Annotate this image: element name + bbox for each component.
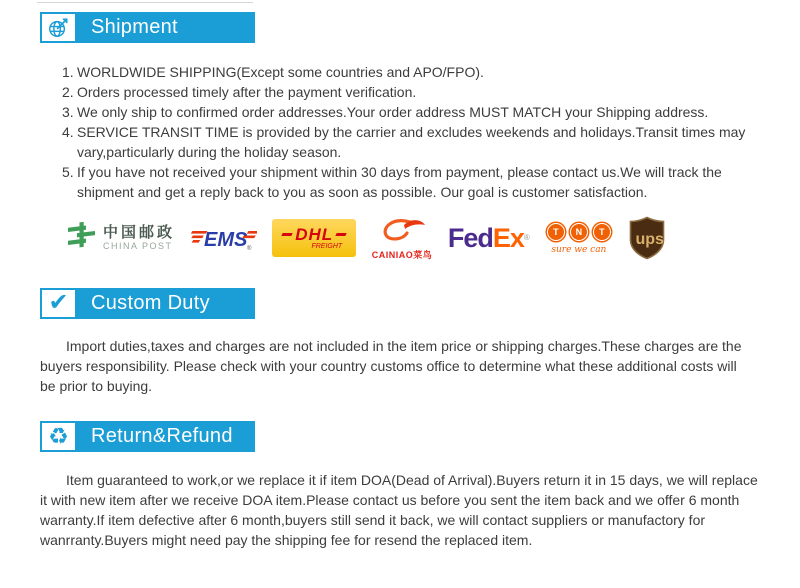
fedex-fed-label: Fed [447,222,493,253]
list-item-text: WORLDWIDE SHIPPING(Except some countries and APO/FPO). [77,64,484,80]
tnt-slogan: sure we can [551,244,607,255]
ems-label: EMS [203,229,247,251]
carrier-logo-fedex [447,222,530,253]
china-post-emblem-icon [66,219,98,258]
checkmark-icon: ✔ [42,290,75,317]
list-item-text: vary,particularly during the holiday season. [77,144,342,160]
tnt-circles-icon [545,222,612,243]
globe-arrow-icon [42,14,75,41]
china-post-cn-label: 中国邮政 [103,224,176,241]
paragraph-line: wanrranty.Buyers might need pay the shipping fee for resend the replaced item. [40,532,533,548]
carrier-logo-ems [191,223,257,253]
china-post-en-label: CHINA POST [103,241,173,251]
list-item-number: 3. [62,104,74,120]
dhl-freight-label: FREIGHT [311,243,343,250]
paragraph-line: it with new item after we receive DOA item.Please contact us before you sent the item back and we offer 6 month [40,492,740,508]
list-item-text: We only ship to confirmed order addresses.Your order address MUST MATCH your Shipping address. [77,104,709,120]
return-refund-text [40,470,758,550]
return-refund-section-header [40,421,255,452]
carrier-logos-row [66,212,666,264]
dhl-dash-icon [281,233,292,236]
list-item [62,122,745,162]
custom-duty-section-header [40,288,255,319]
shipment-section-header [40,12,255,43]
section-title: Shipment [91,16,178,38]
paragraph-line: buyers responsibility. Please check with your country customs office to determine what these additional costs will [40,358,737,374]
carrier-logo-cainiao [372,216,433,261]
dhl-label: DHL [295,225,334,244]
list-item-text: Orders processed timely after the payment verification. [77,84,417,100]
paragraph-line: be prior to buying. [40,378,153,394]
tnt-letter: T [593,223,611,241]
carrier-logo-ups [628,216,666,260]
section-title: Custom Duty [91,292,210,314]
carrier-logo-tnt [545,222,612,255]
paragraph-line: Import duties,taxes and charges are not included in the item price or shipping charges.These charges are the [66,338,742,354]
list-item-number: 5. [62,164,74,180]
list-item-text: SERVICE TRANSIT TIME is provided by the carrier and excludes weekends and holidays.Transit times may [77,124,746,140]
dhl-dash-icon [335,233,346,236]
section-title: Return&Refund [91,425,233,447]
fedex-ex-label: Ex [492,222,524,253]
tnt-letter: T [547,223,565,241]
custom-duty-text [40,336,742,396]
list-item [62,82,745,102]
list-item-text: If you have not received your shipment within 30 days from payment, please contact us.We will track the [77,164,722,180]
list-item-number: 4. [62,124,74,140]
recycle-icon: ♻ [42,423,75,450]
list-item [62,62,745,82]
list-item-text: shipment and get a reply back to you as soon as possible. Our goal is customer satisfaction. [77,184,648,200]
carrier-logo-dhl [272,219,356,257]
fedex-registered-mark: ® [523,233,530,242]
shipping-notes-list [62,62,745,202]
list-item [62,162,745,202]
divider [37,2,253,3]
list-item [62,102,745,122]
paragraph-line: Item guaranteed to work,or we replace it if item DOA(Dead of Arrival).Buyers return it in 15 days, we will replace [66,472,758,488]
ups-label: ups [635,231,664,248]
list-item-number: 1. [62,64,74,80]
cainiao-bird-icon [377,216,427,247]
list-item-number: 2. [62,84,74,100]
paragraph-line: warranty.If item defective after 6 month,buyers still send it back, we will contact suppliers or manufactory for [40,512,706,528]
ems-registered-mark: ® [246,246,252,252]
tnt-letter: N [570,223,588,241]
cainiao-label: CAINIAO菜鸟 [371,249,433,260]
carrier-logo-china-post [66,219,175,258]
